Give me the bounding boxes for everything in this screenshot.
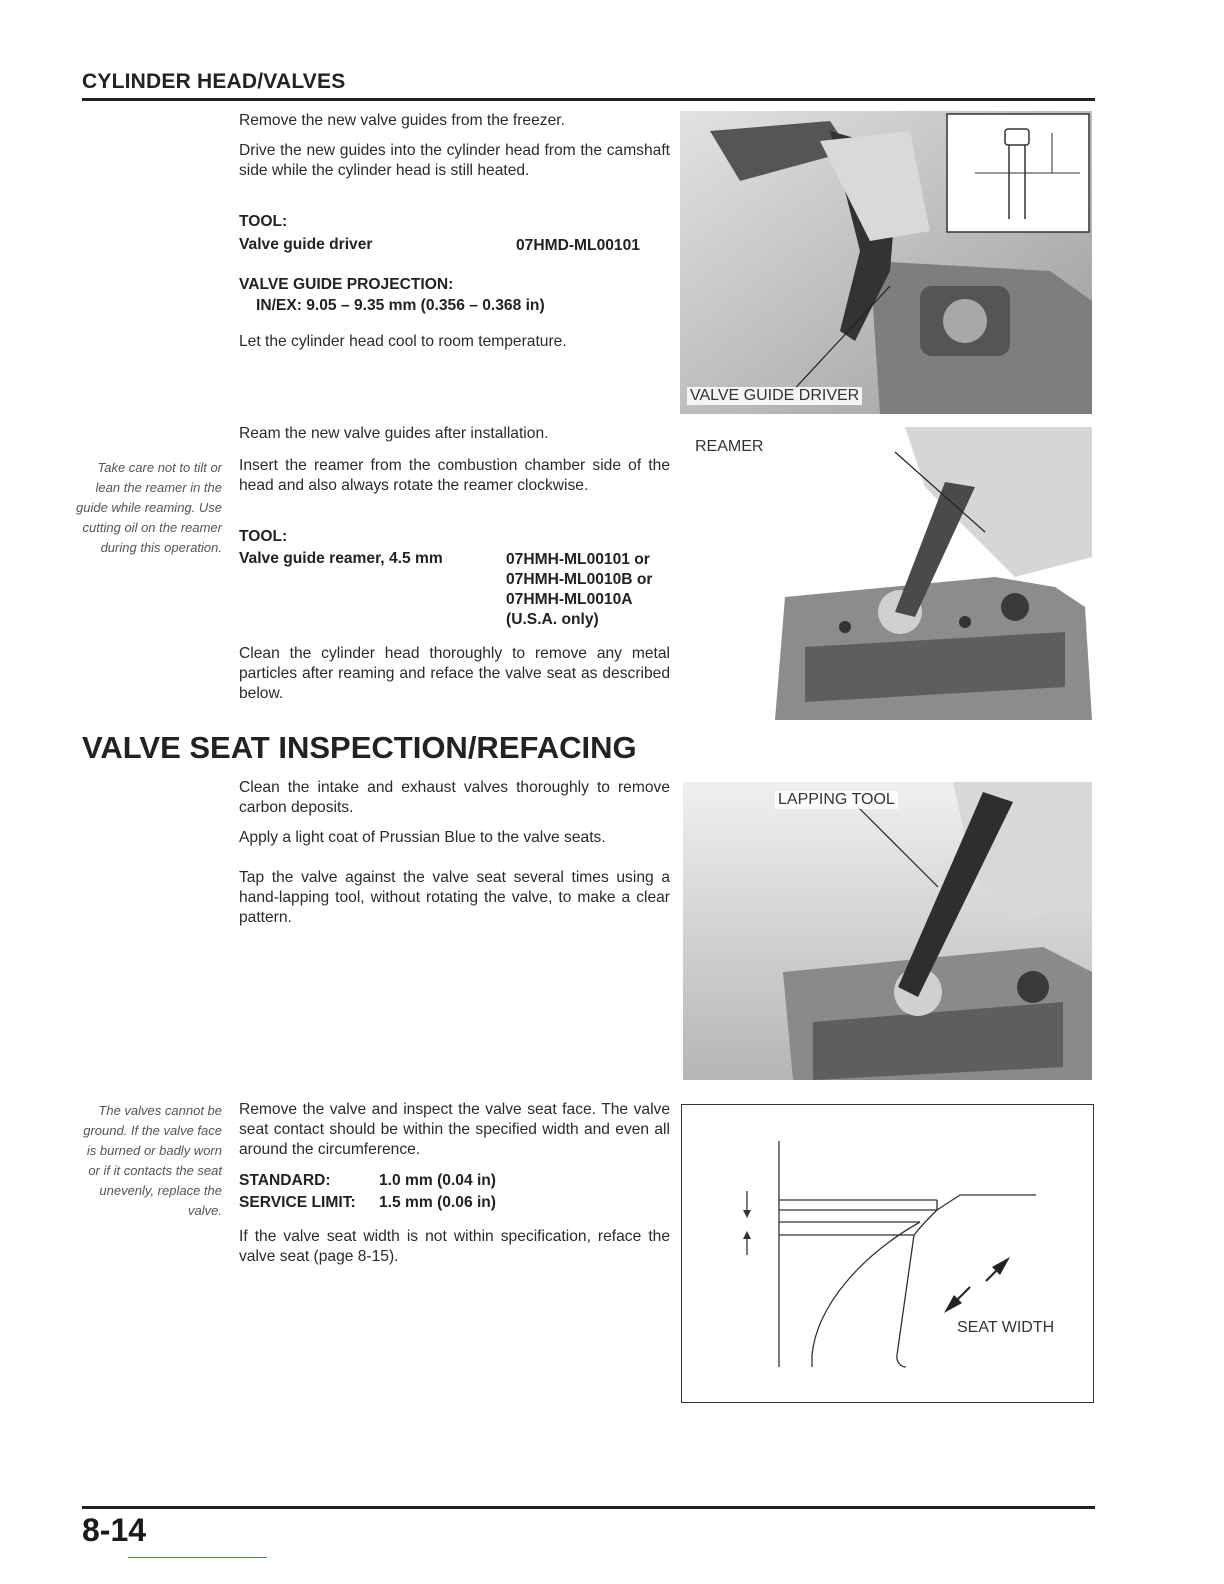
photo-reamer (765, 427, 1092, 720)
diagram-seat-width (681, 1104, 1094, 1403)
projection-label: VALVE GUIDE PROJECTION: (239, 276, 454, 293)
tool-label: TOOL: (239, 213, 288, 230)
paragraph-clean-valves: Clean the intake and exhaust valves thoroughly to remove carbon deposits. (239, 779, 670, 816)
service-limit-value: 1.5 mm (0.06 in) (379, 1194, 496, 1211)
note-reamer: Take care not to tilt or lean the reamer in the guide while reaming. Use cutting oil on the reamer during this operation. (76, 460, 222, 555)
projection-value: IN/EX: 9.05 – 9.35 mm (0.356 – 0.368 in) (256, 297, 545, 314)
footer-link-underline (128, 1557, 267, 1558)
tool-number-reamer-2: 07HMH-ML0010B or (506, 571, 653, 588)
tool-number-driver: 07HMD-ML00101 (516, 237, 640, 254)
paragraph-tap-valve: Tap the valve against the valve seat several times using a hand-lapping tool, without rotating the valve, to make a clear pattern. (239, 869, 670, 926)
caption-lapping-tool: LAPPING TOOL (775, 791, 898, 809)
page-header-title: CYLINDER HEAD/VALVES (82, 70, 346, 93)
paragraph-inspect-seat: Remove the valve and inspect the valve seat face. The valve seat contact should be within the specified width and even all around the circumference. (239, 1101, 670, 1158)
tool-number-reamer-4: (U.S.A. only) (506, 611, 599, 628)
service-limit-label: SERVICE LIMIT: (239, 1194, 356, 1211)
paragraph-insert-reamer: Insert the reamer from the combustion chamber side of the head and also always rotate the reamer clockwise. (239, 457, 670, 494)
paragraph-cool: Let the cylinder head cool to room temperature. (239, 333, 567, 350)
caption-seat-width: SEAT WIDTH (957, 1319, 1055, 1336)
caption-valve-guide-driver: VALVE GUIDE DRIVER (687, 387, 862, 405)
caption-reamer: REAMER (692, 438, 766, 456)
paragraph-remove-guides: Remove the new valve guides from the freezer. (239, 112, 565, 129)
paragraph-drive-guides: Drive the new guides into the cylinder head from the camshaft side while the cylinder head is still heated. (239, 142, 670, 179)
paragraph-prussian-blue: Apply a light coat of Prussian Blue to the valve seats. (239, 829, 606, 846)
paragraph-reface: If the valve seat width is not within specification, reface the valve seat (page 8-15). (239, 1228, 670, 1265)
tool-number-reamer-1: 07HMH-ML00101 or (506, 551, 650, 568)
photo-lapping-tool (683, 782, 1092, 1080)
standard-label: STANDARD: (239, 1172, 331, 1189)
paragraph-ream: Ream the new valve guides after installation. (239, 425, 549, 442)
tool-label-2: TOOL: (239, 528, 288, 545)
paragraph-clean-head: Clean the cylinder head thoroughly to remove any metal particles after reaming and reface the valve seat as described below. (239, 645, 670, 702)
standard-value: 1.0 mm (0.04 in) (379, 1172, 496, 1189)
section-title: VALVE SEAT INSPECTION/REFACING (82, 730, 637, 765)
header-rule (82, 98, 1095, 101)
page-number: 8-14 (82, 1512, 147, 1548)
footer-rule (82, 1506, 1095, 1509)
photo-valve-guide-driver (680, 111, 1092, 414)
tool-number-reamer-3: 07HMH-ML0010A (506, 591, 633, 608)
note-valves-ground: The valves cannot be ground. If the valve face is burned or badly worn or if it contacts the seat unevenly, replace the valve. (83, 1103, 222, 1218)
tool-name-reamer: Valve guide reamer, 4.5 mm (239, 550, 443, 567)
tool-name-driver: Valve guide driver (239, 236, 373, 253)
